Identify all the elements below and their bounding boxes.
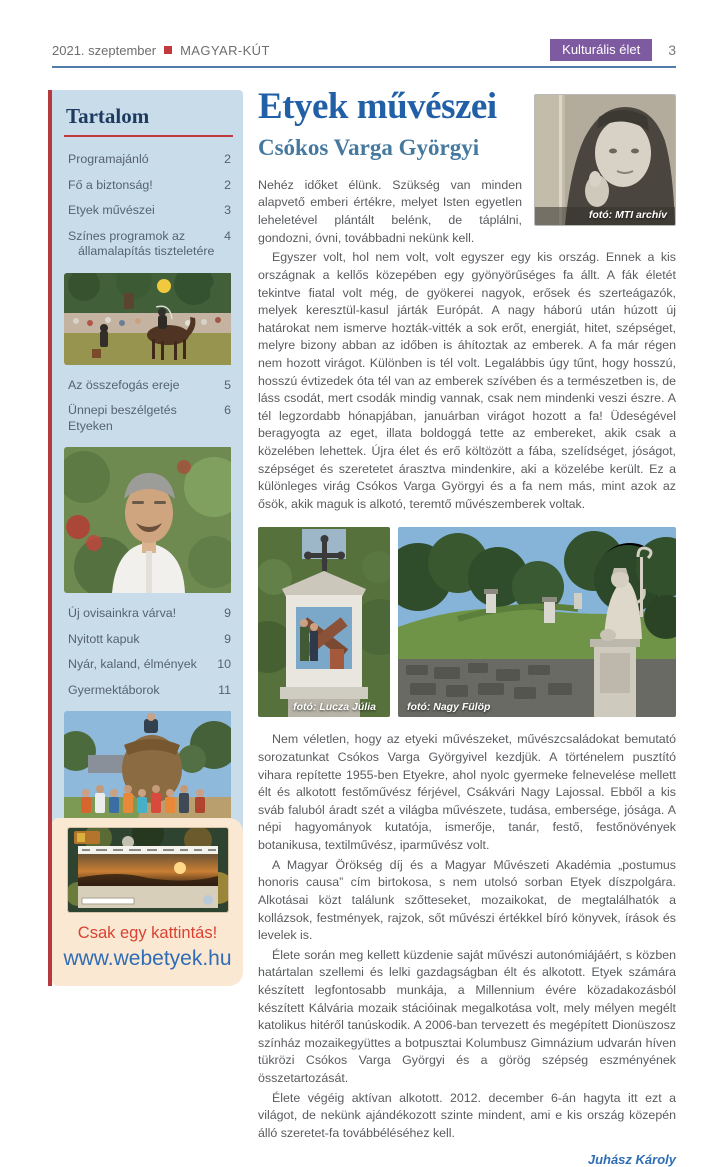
promo-website-link[interactable]: www.webetyek.hu: [63, 947, 232, 970]
publication-name: MAGYAR-KÚT: [180, 42, 270, 58]
webetyek-site-thumbnail: [68, 828, 228, 912]
mayor-portrait-photo: [64, 447, 233, 593]
statue-photo-caption: fotó: Nagy Fülöp: [407, 700, 491, 713]
article: [258, 88, 676, 1167]
toc-item: Nyár, kaland, élmények 10: [68, 657, 231, 671]
article-paragraph: Egyszer volt, hol nem volt, volt egyszer egy kis ország. Ennek a kis országnak a kellős közepében egy gyönyörűséges fa állt. A fák életét tekintve fiatal volt még, de gyökerei nagyok, erősek és szerteágazók, melyek keresztül-kasul járták Európát. A nagy háború után húzott új határokat nem ismerve hozták-vitték a sok erőt, energiát, hitet, szépséget, melyre bizony abban az időben is áhítoztak az emberek. A fa már régen nem hozott virágot. Különben is tél volt. Legalábbis úgy tűnt, hogy hosszú, hosszú évtizedek óta tél van az emberek szívében és a természetben is, de láss csodát, mert csodák mindig vannak, csak nem mindenki veszi észre. A tél legzordabb hónapjában, januárban virágot hozott a fa! Üdeségével beragyogta az eget, illata boldoggá tette az embereket, akik csak a közelében lehettek. Újra élet és erő költözött a fába, szelídséget, jóságot, szépséget és szeretetet árasztva mindenkire, aki a közelébe került. Ez a különleges virág Csókos Varga Györgyi és a fa nem más, mint azok az ősök, akik maguk is alkotó, teremtő művészemberek voltak.: [258, 250, 676, 511]
table-of-contents-panel: [52, 90, 243, 849]
calvary-photo-caption: fotó: Lucza Júlia: [293, 700, 376, 713]
toc-item: Új ovisainkra várva! 9: [68, 606, 231, 620]
page-header: [52, 38, 676, 62]
promo-tagline: Csak egy kattintás!: [77, 924, 218, 942]
article-paragraph: Élete során meg kellett küzdenie saját művészi autonómiájáért, s közben határtalan szellemi és lelki gazdagságban élt és alkotott. Etyek számára készített legfontosabb munkája, a Millennium évére közadakozásból készített Kálvária mozaik stációinak megalkotása volt, mely mélyen megélt katolikus hitéről tanúskodik. A 2006-ban tervezett és megépített Dionüszosz színház mozaikegyüttes a botpusztai Kolumbusz Gimnázium udvarán híven tükrözi Csókos Varga Györgyi és a görög szépség eszményének összetartozását.: [258, 947, 676, 1085]
toc-item: Színes programok az államalapítás tiszteletére 4: [68, 228, 231, 258]
red-square-bullet-icon: [164, 46, 172, 54]
horse-archery-event-photo: [64, 273, 233, 365]
toc-item: Nyitott kapuk 9: [68, 631, 231, 646]
article-paragraph: Nehéz időket élünk. Szükség van minden alapvető emberi értékre, melyet Isten egyetlen leheletével plántált belénk, de táplálni, gondozni, óvni, továbbadni nekünk kell.: [258, 177, 522, 245]
article-paragraph: Nem véletlen, hogy az etyeki művészeket, művészcsaládokat bemutató sorozatunkat Csókos Varga Györgyivel kezdjük. A történelem pusztító vihara repítette 1955-ben Etyekre, ahol nyolc gyermeke felnevelése mellett élt és alkotott festőművész férjével, Csákvári Nagy Lajossal. Ebből a kis sváb faluból áradt szét a világba művészete, tudása, embersége, jósága. A népi hagyományok kutatója, ismerője, tanár, festő, festőnövények botanikusa, textilművész, iparművész volt.: [258, 732, 676, 853]
header-divider: [52, 66, 676, 68]
toc-item: Programajánló 2: [68, 152, 231, 166]
toc-item: Gyermektáborok 11: [68, 682, 231, 697]
toc-item: Az összefogás ereje 5: [68, 377, 231, 392]
article-paragraph: A Magyar Örökség díj és a Magyar Művészeti Akadémia „postumus honoris causa” cím birtokosa, s nem utolsó sorban Etyek díszpolgára. Alkotásai közt találunk szőtteseket, mozaikokat, de megtalálhatók a kollázsok, festmények, rajzok, sőt művészi értékkel bíró könyvek, írások és levelek is.: [258, 857, 676, 943]
sidebar: [52, 90, 243, 849]
toc-title: Tartalom: [66, 104, 150, 128]
page-number: 3: [668, 42, 676, 58]
article-photo-row: [258, 527, 676, 717]
portrait-photo-caption: fotó: MTI archív: [588, 208, 667, 221]
statue-hill-photo: [398, 527, 676, 717]
section-badge: Kulturális élet: [550, 39, 652, 61]
toc-item: Ünnepi beszélgetés Etyeken 6: [68, 403, 231, 433]
toc-title-underline: [64, 135, 233, 137]
toc-item: Fő a biztonság! 2: [68, 177, 231, 192]
author-byline: Juhász Károly: [587, 1152, 676, 1167]
issue-date: 2021. szeptember: [52, 42, 157, 58]
article-title: Etyek művészei: [258, 86, 497, 127]
article-subtitle: Csókos Varga Györgyi: [258, 134, 480, 160]
article-paragraph: Élete végéig aktívan alkotott. 2012. december 6-án hagyta itt ezt a világot, de nekünk ajándékozott szinte mindent, ami e kis ország közepén álló szeretet-fa továbbéléséhez kell.: [258, 1090, 676, 1140]
artist-portrait-photo: [534, 94, 676, 226]
toc-item: Etyek művészei 3: [68, 203, 231, 217]
children-haystack-photo: [64, 711, 233, 833]
calvary-station-photo: [258, 527, 390, 717]
webetyek-promo-box: [52, 818, 243, 986]
